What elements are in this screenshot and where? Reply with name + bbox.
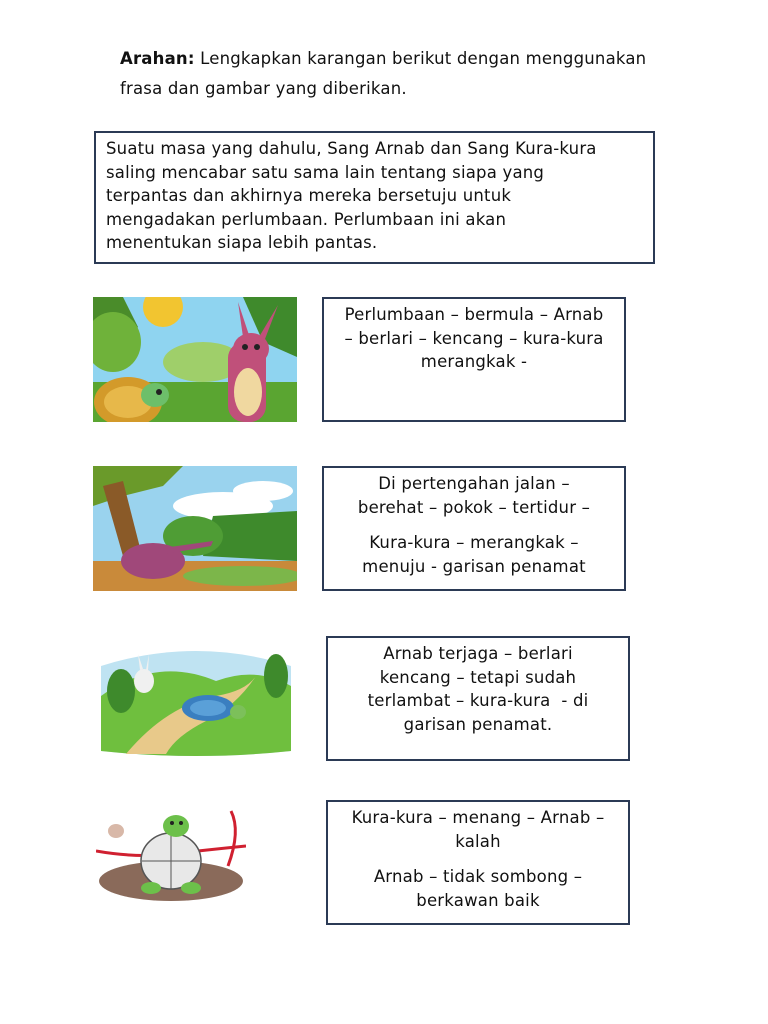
tortoise-on-path-picture bbox=[96, 636, 296, 761]
phrase-line: kencang – tetapi sudah bbox=[379, 667, 577, 687]
phrase-line: Arnab – tidak sombong – bbox=[373, 867, 583, 886]
race-start-picture bbox=[93, 297, 297, 422]
phrase-paragraph bbox=[336, 865, 620, 912]
instruction-label: Arahan: bbox=[120, 49, 195, 68]
intro-line: Suatu masa yang dahulu, Sang Arnab dan Sang Kura-kura bbox=[106, 139, 597, 158]
phrase-line: berkawan baik bbox=[416, 890, 540, 910]
phrase-line: Arnab terjaga – berlari bbox=[383, 644, 573, 663]
instruction bbox=[120, 44, 720, 104]
phrase-line: Kura-kura – menang – Arnab – bbox=[351, 808, 605, 827]
phrase-line: menuju - garisan penamat bbox=[362, 556, 586, 576]
intro-line: saling mencabar satu sama lain tentang siapa yang bbox=[106, 162, 545, 182]
instruction-text-1: Lengkapkan karangan berikut dengan menggunakan bbox=[200, 49, 647, 68]
phrase-box-1 bbox=[322, 297, 626, 422]
phrase-box-3 bbox=[326, 636, 630, 761]
phrase-line: berehat – pokok – tertidur – bbox=[357, 497, 591, 517]
phrase-line: merangkak - bbox=[420, 352, 528, 371]
intro-line: mengadakan perlumbaan. Perlumbaan ini akan bbox=[106, 209, 507, 229]
rabbit-resting-picture bbox=[93, 466, 297, 591]
phrase-line: Kura-kura – merangkak – bbox=[369, 533, 579, 552]
intro-line: menentukan siapa lebih pantas. bbox=[106, 233, 378, 252]
intro-line: terpantas dan akhirnya mereka bersetuju untuk bbox=[106, 186, 512, 205]
phrase-paragraph bbox=[332, 303, 616, 374]
instruction-text-2: frasa dan gambar yang diberikan. bbox=[120, 79, 407, 98]
phrase-line: kalah bbox=[455, 831, 501, 851]
phrase-paragraph bbox=[336, 642, 620, 736]
instruction-line-1 bbox=[120, 44, 720, 74]
phrase-box-4 bbox=[326, 800, 630, 925]
phrase-line: Di pertengahan jalan – bbox=[378, 474, 570, 493]
phrase-box-2 bbox=[322, 466, 626, 591]
phrase-line: – berlari – kencang – kura-kura bbox=[344, 328, 604, 348]
phrase-paragraph bbox=[332, 472, 616, 519]
phrase-paragraph bbox=[336, 806, 620, 853]
phrase-paragraph bbox=[332, 531, 616, 578]
tortoise-wins-picture bbox=[96, 806, 246, 901]
phrase-line: Perlumbaan – bermula – Arnab bbox=[344, 305, 604, 324]
phrase-line: garisan penamat. bbox=[403, 714, 553, 734]
phrase-line: terlambat – kura-kura - di bbox=[367, 691, 589, 710]
intro-box bbox=[94, 131, 655, 264]
